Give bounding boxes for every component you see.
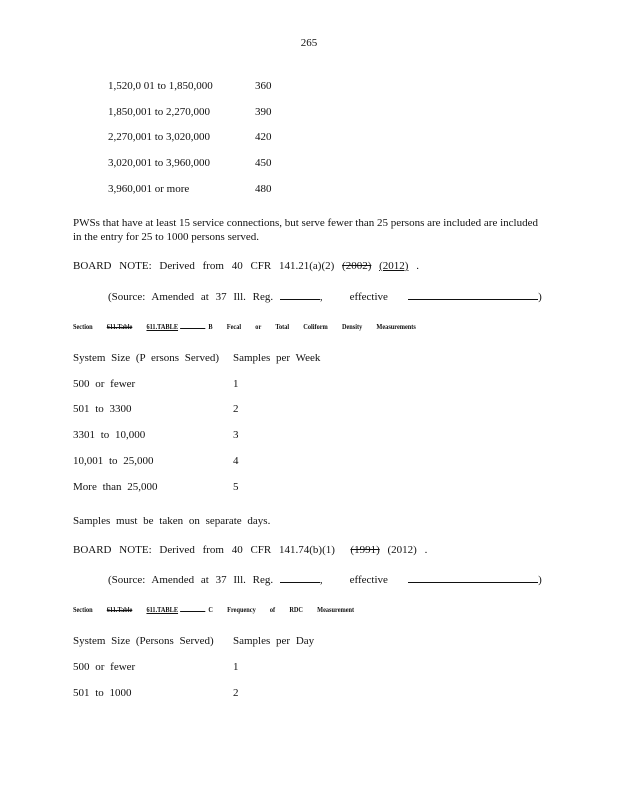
table-cell-size: 500 or fewer (73, 661, 136, 673)
table-cell-size: 501 to 3300 (73, 403, 132, 415)
inserted-year: (2012) (379, 260, 409, 272)
source-line-2 (108, 572, 542, 586)
section-heading-b (73, 320, 428, 331)
note-period: . (416, 260, 419, 272)
source-effective: effective (349, 291, 388, 303)
board-note-text: BOARD NOTE: Derived from 40 CFR 141.21(a)(2) (73, 260, 335, 272)
source-effective: effective (349, 574, 388, 586)
column-header: Samples per Day (233, 635, 315, 647)
effective-blank (408, 572, 538, 583)
table-cell-samples: 1 (233, 661, 239, 673)
table-cell-size: 500 or fewer (73, 378, 136, 390)
table-cell-samples: 3 (233, 429, 239, 441)
column-header: Samples per Week (233, 352, 321, 364)
deleted-year: (1991) (350, 544, 380, 556)
table-row-range: 3,960,001 or more (108, 183, 190, 195)
title-word: or (255, 323, 262, 331)
title-word: Coliform (303, 323, 328, 331)
source-text: (Source: Amended at 37 Ill. Reg. (108, 574, 274, 586)
title-word: RDC (289, 606, 303, 614)
pws-paragraph: PWSs that have at least 15 service connections, but serve fewer than 25 persons are included are included in the entry for 25 to 1000 persons served. (73, 217, 538, 243)
table-row-range: 1,520,0 01 to 1,850,000 (108, 80, 213, 92)
table-cell-size: 3301 to 10,000 (73, 429, 146, 441)
underline-gap (180, 320, 205, 329)
table-cell-size: 10,001 to 25,000 (73, 455, 154, 467)
reg-blank (280, 572, 320, 583)
board-note-text: BOARD NOTE: Derived from 40 CFR 141.74(b)(1) (73, 544, 335, 556)
title-word: Fecal (226, 323, 242, 331)
table-letter: B (208, 323, 213, 331)
table-cell-samples: 2 (233, 403, 239, 415)
reg-blank (280, 289, 320, 300)
table-cell-size: 501 to 1000 (73, 687, 132, 699)
deleted-year: (2002) (342, 260, 372, 272)
samples-note: Samples must be taken on separate days. (73, 515, 271, 527)
inserted-table-label: 611.TABLE (146, 323, 179, 331)
title-word: Density (341, 323, 363, 331)
source-comma: , (319, 574, 323, 586)
title-word: of (269, 606, 276, 614)
table-row-range: 2,270,001 to 3,020,000 (108, 131, 211, 143)
section-label: Section (73, 323, 93, 331)
title-word: Measurements (376, 323, 416, 331)
table-row-range: 1,850,001 to 2,270,000 (108, 106, 211, 118)
underline-gap (180, 603, 205, 612)
source-text: (Source: Amended at 37 Ill. Reg. (108, 291, 274, 303)
source-close: ) (538, 291, 542, 303)
table-row-value: 480 (255, 183, 272, 195)
table-letter: C (208, 606, 213, 614)
table-cell-size: More than 25,000 (73, 481, 158, 493)
table-cell-samples: 1 (233, 378, 239, 390)
table-cell-samples: 4 (233, 455, 239, 467)
column-header: System Size (Persons Served) (73, 635, 214, 647)
note-period: . (424, 544, 428, 556)
section-label: Section (73, 606, 93, 614)
title-word: Measurement (317, 606, 355, 614)
inserted-table-label: 611.TABLE (146, 606, 179, 614)
board-note-1 (73, 260, 419, 272)
table-row-range: 3,020,001 to 3,960,000 (108, 157, 211, 169)
source-comma: , (319, 291, 323, 303)
deleted-table-label: 611.Table (106, 606, 133, 614)
table-cell-samples: 2 (233, 687, 239, 699)
title-word: Total (275, 323, 290, 331)
page-number: 265 (300, 37, 318, 49)
source-close: ) (538, 574, 542, 586)
table-row-value: 420 (255, 131, 272, 143)
section-heading-c (73, 603, 367, 614)
effective-blank (408, 289, 538, 300)
source-line-1 (108, 289, 542, 303)
title-word: Frequency (227, 606, 256, 614)
deleted-table-label: 611.Table (106, 323, 133, 331)
table-row-value: 360 (255, 80, 272, 92)
table-cell-samples: 5 (233, 481, 239, 493)
inserted-year: (2012) (387, 544, 417, 556)
table-row-value: 390 (255, 106, 272, 118)
board-note-2 (73, 544, 427, 556)
column-header: System Size (P ersons Served) (73, 352, 220, 364)
table-row-value: 450 (255, 157, 272, 169)
